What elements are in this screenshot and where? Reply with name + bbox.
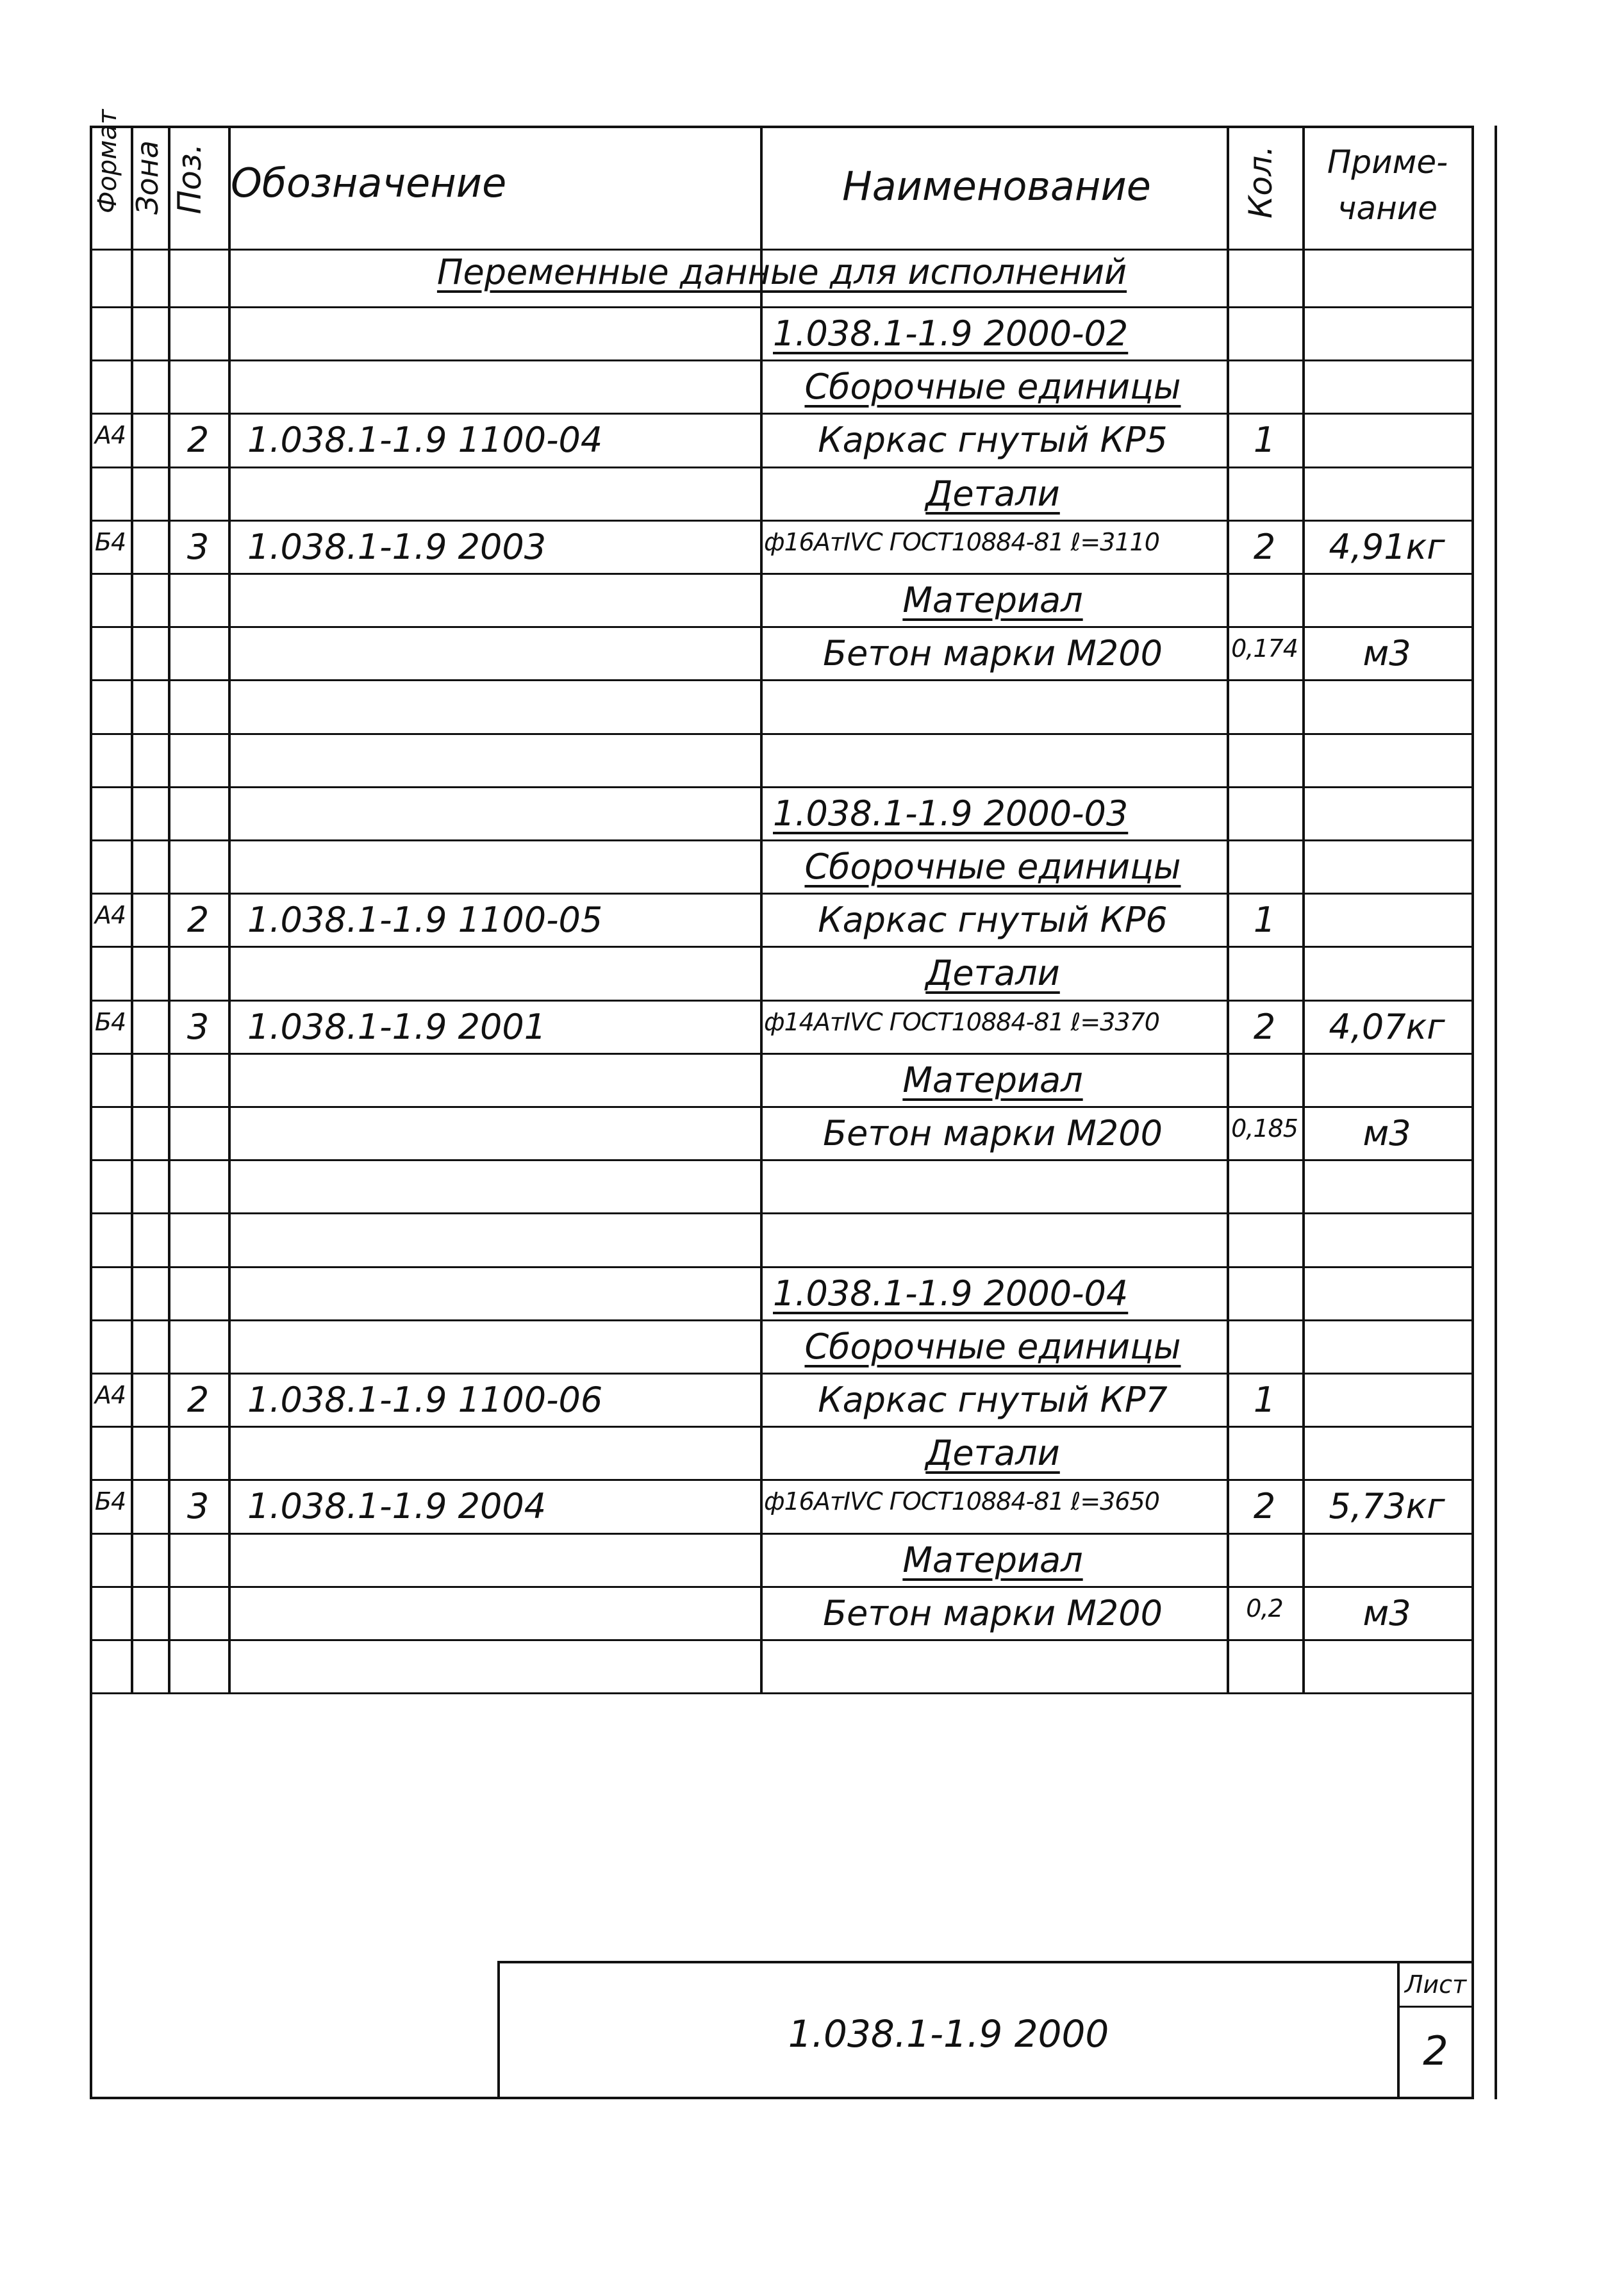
right-margin-line <box>1495 126 1497 2099</box>
header-qty: Кол. <box>1242 145 1279 219</box>
cell-note: м3 <box>1363 1113 1411 1153</box>
cell-note: 5,73кг <box>1329 1486 1445 1527</box>
row-line <box>90 946 1474 948</box>
header-designation: Обозначение <box>231 160 507 206</box>
cell-name: 1.038.1-1.9 2000-04 <box>773 1273 1129 1314</box>
cell-format: А4 <box>94 1381 126 1409</box>
row-line <box>90 1373 1474 1375</box>
cell-qty: 0,2 <box>1246 1594 1283 1623</box>
row-line <box>90 1159 1474 1161</box>
variable-data-banner: Переменные данные для исполнений <box>436 252 1127 292</box>
cell-pos: 2 <box>186 420 210 461</box>
cell-format: А4 <box>94 901 126 930</box>
cell-name: Бетон марки М200 <box>823 1113 1163 1153</box>
row-line <box>90 626 1474 628</box>
cell-qty: 1 <box>1253 900 1276 941</box>
sheet-label: Лист <box>1404 1970 1467 1999</box>
cell-name: Детали <box>925 953 1060 994</box>
cell-name: 1.038.1-1.9 2000-02 <box>773 313 1129 354</box>
cell-designation: 1.038.1-1.9 1100-04 <box>247 420 603 461</box>
row-line <box>90 1053 1474 1055</box>
cell-name: Каркас гнутый КР7 <box>818 1380 1168 1420</box>
row-line <box>90 893 1474 895</box>
row-line <box>90 1586 1474 1588</box>
header-name: Наименование <box>842 163 1151 210</box>
cell-qty: 0,185 <box>1231 1114 1298 1143</box>
cell-qty: 1 <box>1253 420 1276 461</box>
cell-pos: 2 <box>186 1380 210 1420</box>
cell-name: Сборочные единицы <box>804 1326 1181 1367</box>
cell-designation: 1.038.1-1.9 2004 <box>247 1486 547 1527</box>
cell-pos: 3 <box>186 1006 210 1047</box>
row-line <box>90 359 1474 361</box>
cell-name: Каркас гнутый КР5 <box>818 420 1168 461</box>
header-note-2: чание <box>1337 190 1438 227</box>
cell-format: А4 <box>94 421 126 450</box>
cell-note: 4,91кг <box>1329 526 1445 567</box>
document-code: 1.038.1-1.9 2000 <box>788 2012 1109 2056</box>
row-line <box>90 733 1474 735</box>
title-block-sheet-line <box>1397 2006 1474 2008</box>
row-line <box>90 1692 1474 1694</box>
cell-name: ф14АтIVС ГОСТ10884-81 ℓ=3370 <box>764 1007 1159 1036</box>
cell-note: м3 <box>1363 633 1411 674</box>
row-line <box>90 413 1474 415</box>
row-line <box>90 467 1474 468</box>
cell-name: Материал <box>902 580 1083 620</box>
row-line <box>90 1479 1474 1481</box>
row-line <box>90 1000 1474 1002</box>
cell-qty: 2 <box>1253 1486 1276 1527</box>
cell-qty: 2 <box>1253 526 1276 567</box>
banner-line <box>90 306 1474 308</box>
header-pos: Поз. <box>171 143 208 215</box>
cell-name: Материал <box>902 1539 1083 1580</box>
row-line <box>90 839 1474 841</box>
row-line <box>90 1639 1474 1641</box>
cell-note: м3 <box>1363 1592 1411 1633</box>
cell-note: 4,07кг <box>1329 1006 1445 1047</box>
cell-format: Б4 <box>94 1487 126 1516</box>
cell-qty: 2 <box>1253 1006 1276 1047</box>
header-zone: Зона <box>130 140 165 215</box>
row-line <box>90 1106 1474 1108</box>
sheet-number: 2 <box>1423 2027 1448 2074</box>
row-line <box>90 1319 1474 1321</box>
row-line <box>90 573 1474 575</box>
cell-designation: 1.038.1-1.9 1100-06 <box>247 1380 603 1420</box>
header-note-1: Приме- <box>1327 144 1448 181</box>
row-line <box>90 1266 1474 1268</box>
cell-pos: 3 <box>186 526 210 567</box>
cell-name: Бетон марки М200 <box>823 633 1163 674</box>
cell-name: ф16АтIVС ГОСТ10884-81 ℓ=3650 <box>764 1487 1159 1516</box>
cell-qty: 1 <box>1253 1380 1276 1420</box>
cell-name: Детали <box>925 1433 1060 1474</box>
cell-designation: 1.038.1-1.9 2003 <box>247 526 547 567</box>
row-line <box>90 520 1474 522</box>
cell-pos: 2 <box>186 900 210 941</box>
row-line <box>90 1533 1474 1535</box>
cell-name: 1.038.1-1.9 2000-03 <box>773 793 1129 834</box>
header-format: Формат <box>93 109 122 213</box>
cell-name: Детали <box>925 473 1060 514</box>
row-line <box>90 1212 1474 1214</box>
cell-designation: 1.038.1-1.9 2001 <box>247 1006 547 1047</box>
cell-pos: 3 <box>186 1486 210 1527</box>
row-line <box>90 786 1474 788</box>
cell-format: Б4 <box>94 1007 126 1036</box>
row-line <box>90 679 1474 681</box>
cell-name: Бетон марки М200 <box>823 1592 1163 1633</box>
row-line <box>90 1426 1474 1428</box>
cell-name: Каркас гнутый КР6 <box>818 900 1168 941</box>
cell-format: Б4 <box>94 527 126 556</box>
cell-designation: 1.038.1-1.9 1100-05 <box>247 900 603 941</box>
cell-name: Сборочные единицы <box>804 367 1181 408</box>
cell-name: Материал <box>902 1059 1083 1100</box>
cell-name: ф16АтIVС ГОСТ10884-81 ℓ=3110 <box>764 527 1159 556</box>
header-line <box>90 249 1474 251</box>
cell-name: Сборочные единицы <box>804 846 1181 887</box>
cell-qty: 0,174 <box>1231 634 1298 663</box>
